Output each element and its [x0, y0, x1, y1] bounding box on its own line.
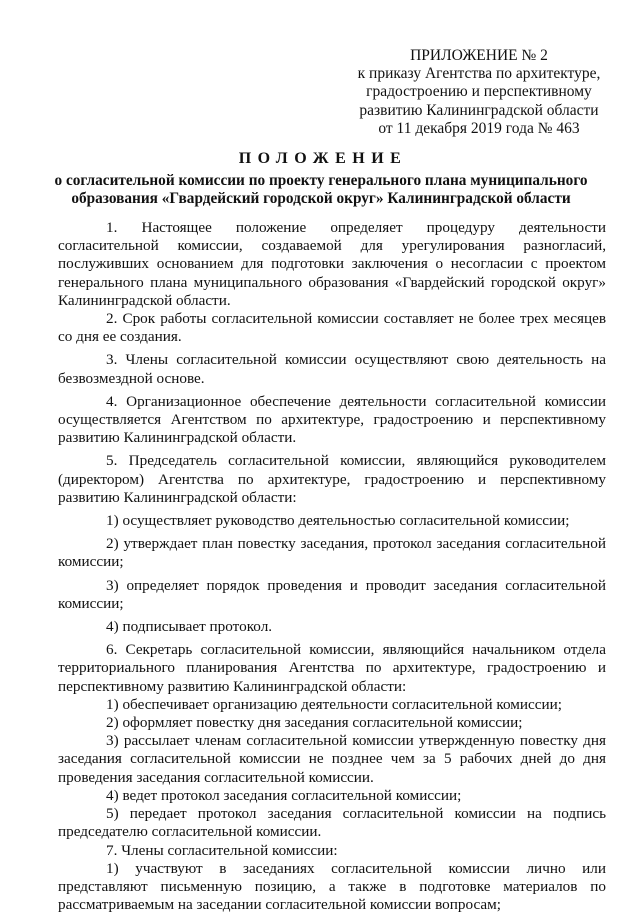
- paragraph-6: 6. Секретарь согласительной комиссии, являющийся начальником отдела территориального планирования Агентства по архитектуре, градостроению и перспективному развитию Калининградской области:: [58, 641, 606, 695]
- subtitle-line-2: образования «Гвардейский городской округ» Калининградской области: [71, 190, 571, 208]
- document-subtitle: [34, 172, 608, 209]
- list-item: 2) оформляет повестку дня заседания согласительной комиссии;: [106, 714, 523, 732]
- appendix-block: [348, 47, 610, 138]
- subtitle-line-1: о согласительной комиссии по проекту генерального плана муниципального: [54, 172, 588, 189]
- list-item: 1) участвуют в заседаниях согласительной комиссии лично или представляют письменную позицию, а также в подготовке материалов по рассматриваемым на заседании согласительной комиссии вопросам;: [58, 859, 606, 914]
- appendix-agency-line: градостроению и перспективному: [366, 83, 592, 101]
- paragraph-4: 4. Организационное обеспечение деятельности согласительной комиссии осуществляется Агентством по архитектуре, градостроению и перспективному развитию Калининградской области.: [58, 392, 606, 447]
- paragraph-7: 7. Члены согласительной комиссии:: [106, 841, 338, 859]
- list-item: 1) осуществляет руководство деятельностью согласительной комиссии;: [106, 512, 570, 530]
- document-title: ПОЛОЖЕНИЕ: [238, 150, 408, 167]
- paragraph-5: 5. Председатель согласительной комиссии, являющийся руководителем (директором) Агентства по архитектуре, градостроению и перспективному развитию Калининградской области:: [58, 452, 606, 506]
- list-item: 1) обеспечивает организацию деятельности согласительной комиссии;: [106, 695, 562, 713]
- list-item: 4) подписывает протокол.: [106, 618, 273, 636]
- list-item: 5) передает протокол заседания согласительной комиссии на подпись председателю согласительной комиссии.: [58, 805, 606, 841]
- appendix-date-line: от 11 декабря 2019 года № 463: [378, 119, 580, 137]
- list-item: 4) ведет протокол заседания согласительной комиссии;: [106, 786, 462, 804]
- paragraph-2: 2. Срок работы согласительной комиссии составляет не более трех месяцев со дня ее создания.: [58, 310, 606, 346]
- list-item: 3) рассылает членам согласительной комиссии утвержденную повестку дня заседания согласительной комиссии не позднее чем за 5 рабочих дней до дня проведения заседания согласительной комиссии.: [58, 732, 606, 786]
- paragraph-3: 3. Члены согласительной комиссии осуществляют свою деятельность на безвозмездной основе.: [58, 351, 606, 387]
- appendix-order-line: к приказу Агентства по архитектуре,: [357, 65, 601, 83]
- list-item: 3) определяет порядок проведения и проводит заседания согласительной комиссии;: [58, 576, 606, 612]
- appendix-number: ПРИЛОЖЕНИЕ № 2: [410, 47, 548, 64]
- paragraph-1: 1. Настоящее положение определяет процедуру деятельности согласительной комиссии, создаваемой для урегулирования разногласий, послуживших основанием для подготовки заключения о несогласии с проектом генерального плана муниципального образования «Гвардейский городской округ» Калининградской области.: [58, 219, 606, 309]
- document-body: [58, 219, 606, 914]
- list-item: 2) утверждает план повестку заседания, протокол заседания согласительной комиссии;: [58, 535, 606, 571]
- appendix-region-line: развитию Калининградской области: [359, 101, 599, 119]
